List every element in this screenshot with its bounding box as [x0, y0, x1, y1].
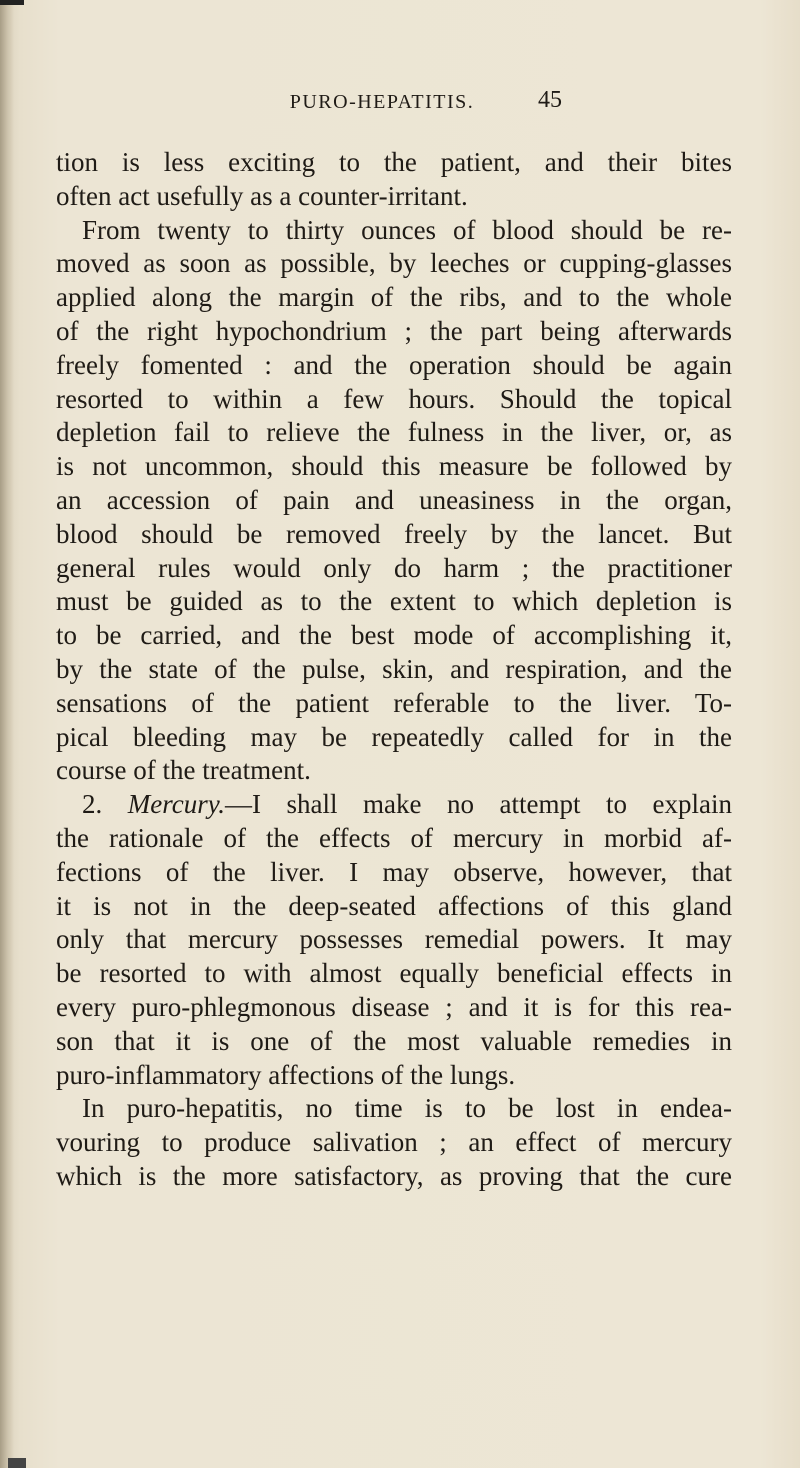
text-line: an accession of pain and uneasiness in the organ, [56, 484, 732, 515]
body-text [56, 146, 732, 1194]
text-line: general rules would only do harm ; the practitioner [56, 552, 732, 583]
text-line: From twenty to thirty ounces of blood should be re- [82, 214, 732, 245]
text-line: every puro-phlegmonous disease ; and it is for this rea- [56, 991, 732, 1022]
text-line: moved as soon as possible, by leeches or cupping-glasses [56, 248, 732, 279]
text-line: must be guided as to the extent to which depletion is [56, 586, 732, 617]
text-line: pical bleeding may be repeatedly called for in the [56, 721, 732, 752]
running-header [0, 82, 800, 122]
text-line: son that it is one of the most valuable remedies in [56, 1025, 732, 1056]
binding-gutter-shadow [0, 0, 14, 1468]
text-line: depletion fail to relieve the fulness in the liver, or, as [56, 417, 732, 448]
text-line: which is the more satisfactory, as proving that the cure [56, 1160, 732, 1191]
text-line: by the state of the pulse, skin, and respiration, and the [56, 653, 732, 684]
running-title: PURO-HEPATITIS. [289, 91, 475, 113]
section-number: 2. [82, 789, 103, 820]
text-line: In puro-hepatitis, no time is to be lost in endea- [82, 1093, 732, 1124]
text-line: blood should be removed freely by the lancet. But [56, 518, 732, 549]
text-line: of the right hypochondrium ; the part being afterwards [56, 315, 732, 346]
text-line: often act usefully as a counter-irritant. [56, 180, 468, 211]
text-line: applied along the margin of the ribs, and to the whole [56, 282, 732, 313]
text-line: freely fomented : and the operation should be again [56, 349, 732, 380]
section-heading-line [56, 788, 732, 822]
text-line: only that mercury possesses remedial powers. It may [56, 924, 732, 955]
text-line: resorted to within a few hours. Should the topical [56, 383, 732, 414]
section-line-rest: —I shall make no attempt to explain [225, 789, 733, 820]
page-edge-mark [0, 0, 24, 5]
text-line: sensations of the patient referable to the liver. To- [56, 687, 732, 718]
text-line: to be carried, and the best mode of accomplishing it, [56, 620, 732, 651]
text-line: course of the treatment. [56, 755, 311, 786]
text-line: is not uncommon, should this measure be followed by [56, 451, 732, 482]
page-number: 45 [538, 87, 562, 113]
text-line: the rationale of the effects of mercury in morbid af- [56, 822, 732, 853]
text-line: vouring to produce salivation ; an effect of mercury [56, 1127, 732, 1158]
section-title: Mercury. [127, 789, 225, 820]
text-line: it is not in the deep-seated affections of this gland [56, 890, 732, 921]
text-line: tion is less exciting to the patient, and their bites [56, 147, 732, 177]
text-line: puro-inflammatory affections of the lungs. [56, 1059, 516, 1090]
text-line: be resorted to with almost equally beneficial effects in [56, 958, 732, 989]
text-line: fections of the liver. I may observe, however, that [56, 856, 732, 887]
page-edge-mark-bottom [8, 1458, 26, 1468]
